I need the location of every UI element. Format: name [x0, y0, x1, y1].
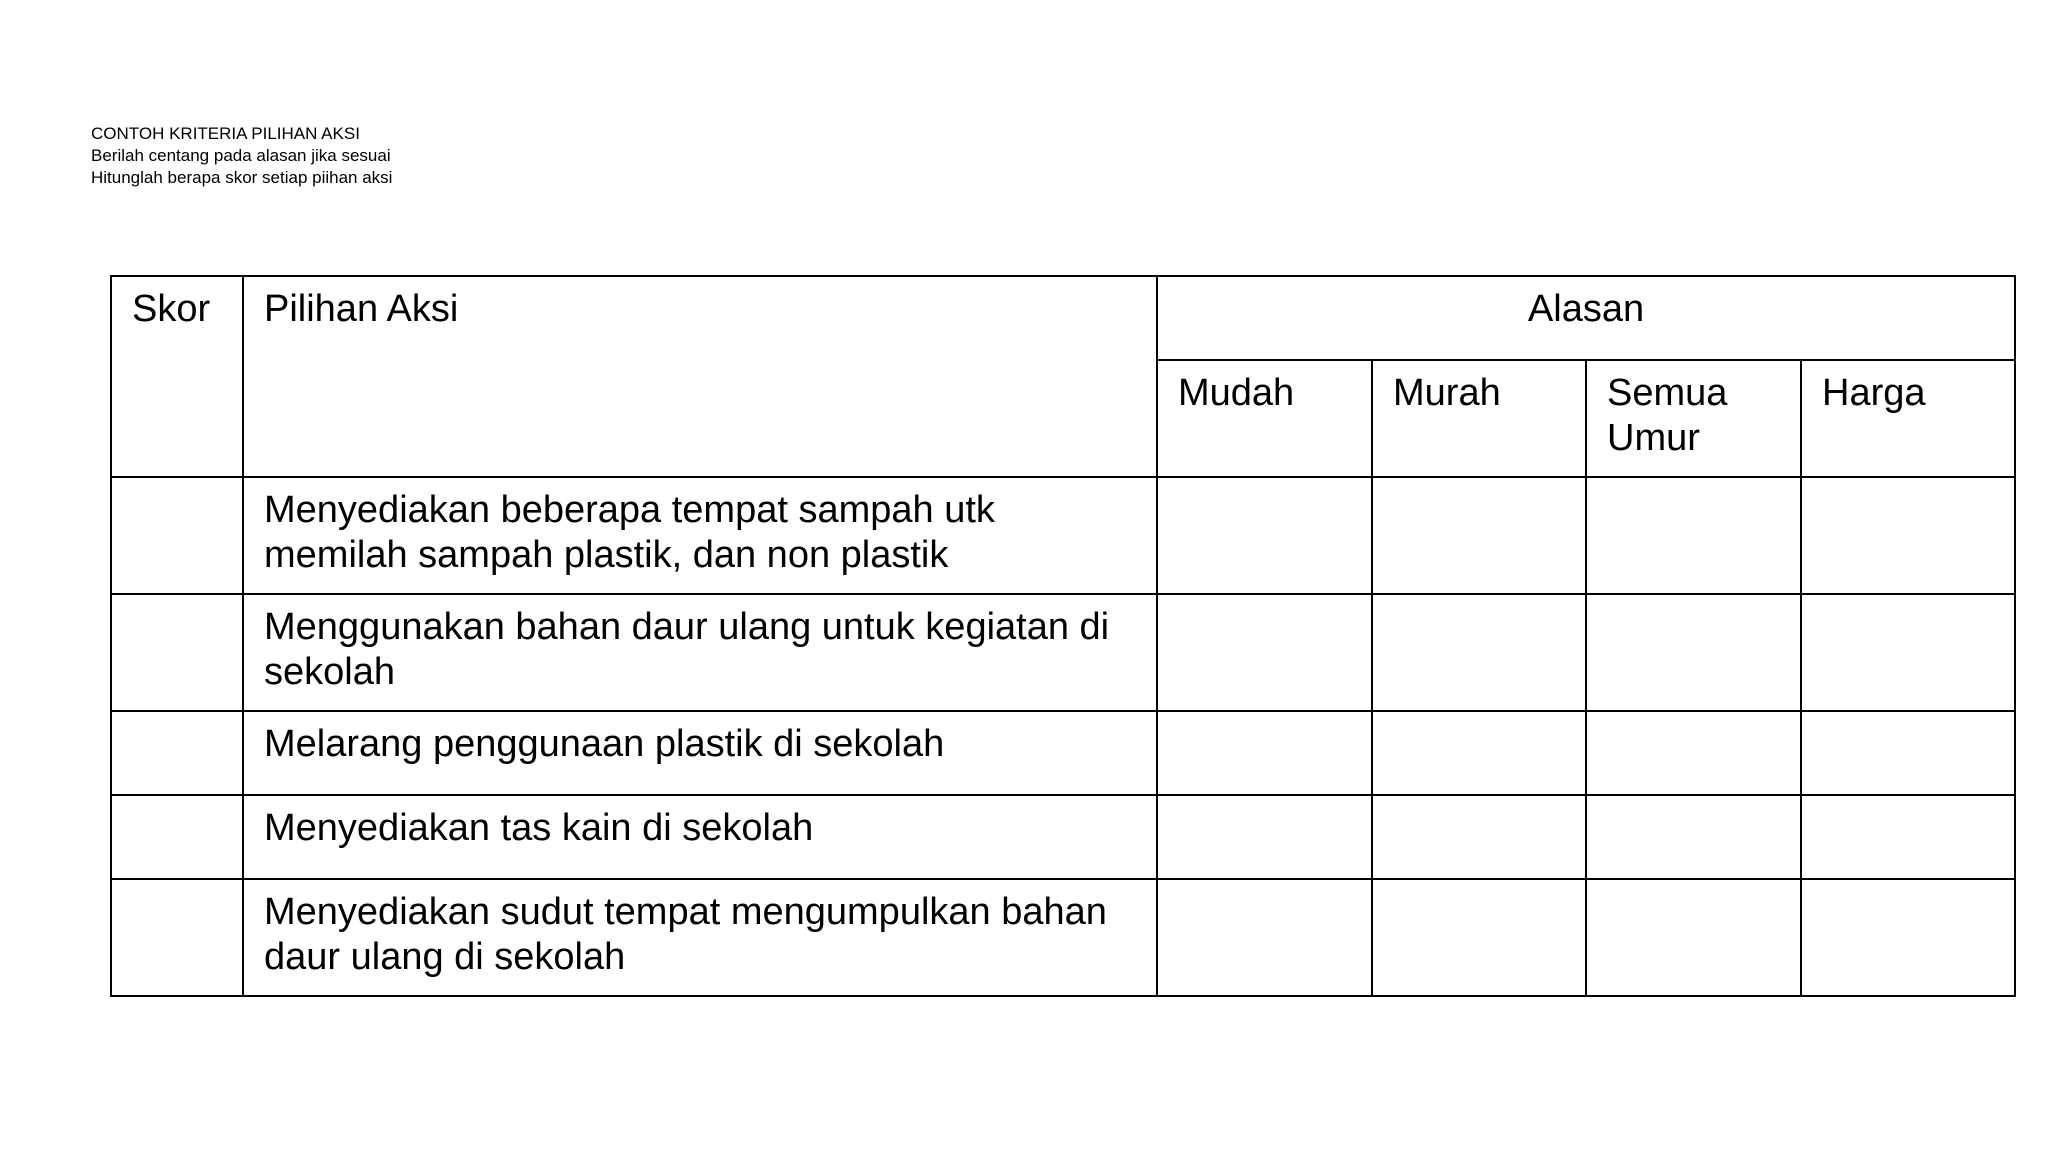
- document-title: CONTOH KRITERIA PILIHAN AKSI: [91, 124, 360, 143]
- checkbox-cell-easy[interactable]: [1157, 879, 1372, 996]
- criteria-header-cheap: Murah: [1372, 360, 1586, 477]
- checkbox-cell-cheap[interactable]: [1372, 477, 1586, 594]
- checkbox-cell-easy[interactable]: [1157, 477, 1372, 594]
- table-row: [111, 879, 2015, 996]
- checkbox-cell-cheap[interactable]: [1372, 879, 1586, 996]
- checkbox-cell-all-ages[interactable]: [1586, 711, 1801, 795]
- action-cell: Menyediakan tas kain di sekolah: [243, 795, 1157, 879]
- action-cell: Menggunakan bahan daur ulang untuk kegiatan di sekolah: [243, 594, 1157, 711]
- criteria-table: [110, 275, 2016, 997]
- checkbox-cell-price[interactable]: [1801, 477, 2015, 594]
- checkbox-cell-easy[interactable]: [1157, 711, 1372, 795]
- checkbox-cell-easy[interactable]: [1157, 795, 1372, 879]
- criteria-header-all-ages: Semua Umur: [1586, 360, 1801, 477]
- score-cell[interactable]: [111, 594, 243, 711]
- score-cell[interactable]: [111, 879, 243, 996]
- instruction-line-2: Hitunglah berapa skor setiap piihan aksi: [91, 168, 393, 187]
- instruction-line-1: Berilah centang pada alasan jika sesuai: [91, 146, 391, 165]
- action-cell: Menyediakan sudut tempat mengumpulkan bahan daur ulang di sekolah: [243, 879, 1157, 996]
- score-cell[interactable]: [111, 477, 243, 594]
- checkbox-cell-price[interactable]: [1801, 594, 2015, 711]
- action-cell: Menyediakan beberapa tempat sampah utk memilah sampah plastik, dan non plastik: [243, 477, 1157, 594]
- table-row: [111, 477, 2015, 594]
- checkbox-cell-cheap[interactable]: [1372, 795, 1586, 879]
- checkbox-cell-price[interactable]: [1801, 795, 2015, 879]
- score-cell[interactable]: [111, 711, 243, 795]
- checkbox-cell-cheap[interactable]: [1372, 711, 1586, 795]
- reason-header: Alasan: [1157, 276, 2015, 360]
- checkbox-cell-all-ages[interactable]: [1586, 795, 1801, 879]
- table-row: [111, 594, 2015, 711]
- table-row: [111, 711, 2015, 795]
- checkbox-cell-price[interactable]: [1801, 879, 2015, 996]
- score-header: Skor: [111, 276, 243, 477]
- action-header: Pilihan Aksi: [243, 276, 1157, 477]
- table-header-row: [111, 276, 2015, 360]
- checkbox-cell-cheap[interactable]: [1372, 594, 1586, 711]
- checkbox-cell-all-ages[interactable]: [1586, 879, 1801, 996]
- instructions: [91, 123, 392, 189]
- checkbox-cell-price[interactable]: [1801, 711, 2015, 795]
- criteria-header-easy: Mudah: [1157, 360, 1372, 477]
- checkbox-cell-easy[interactable]: [1157, 594, 1372, 711]
- score-cell[interactable]: [111, 795, 243, 879]
- table-row: [111, 795, 2015, 879]
- action-cell: Melarang penggunaan plastik di sekolah: [243, 711, 1157, 795]
- checkbox-cell-all-ages[interactable]: [1586, 594, 1801, 711]
- criteria-header-price: Harga: [1801, 360, 2015, 477]
- checkbox-cell-all-ages[interactable]: [1586, 477, 1801, 594]
